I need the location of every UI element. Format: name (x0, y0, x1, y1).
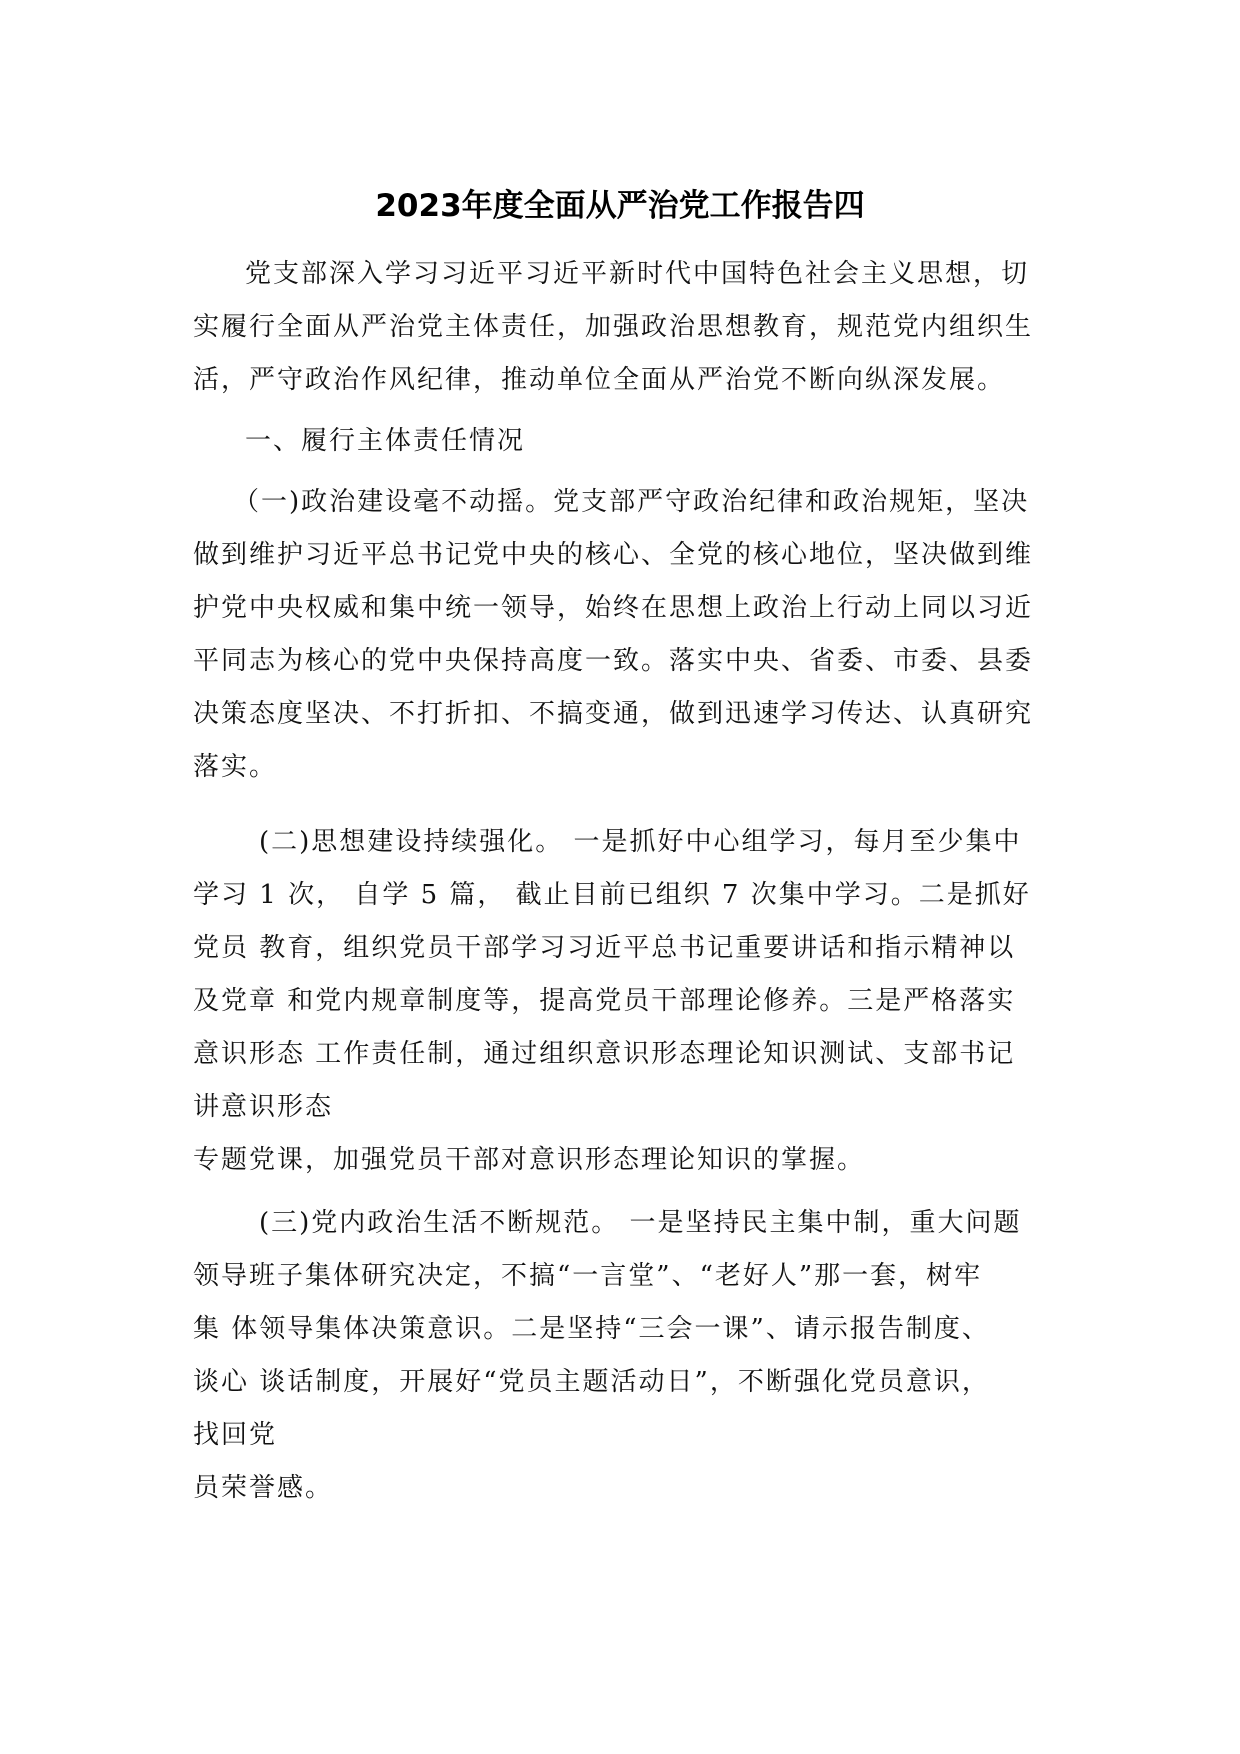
document-body (193, 248, 1053, 1515)
item-3-tail: 员荣誉感。 (193, 1473, 334, 1503)
item-2-line: 及党章 和党内规章制度等，提高党员干部理论修养。三是严格落实 (193, 986, 1016, 1016)
item-3-line: 找回党 (193, 1420, 278, 1450)
document-title: 2023年度全面从严治党工作报告四 (375, 188, 865, 224)
item-2-tail: 专题党课，加强党员干部对意识形态理论知识的掌握。 (193, 1145, 866, 1175)
item-2-line: (二)思想建设持续强化。 一是抓好中心组学习，每月至少集中 (259, 827, 1022, 857)
intro-paragraph: 党支部深入学习习近平习近平新时代中国特色社会主义思想，切实履行全面从严治党主体责任，加强政治思想教育，规范党内组织生活，严守政治作风纪律，推动单位全面从严治党不断向纵深发展。 (193, 259, 1034, 395)
item-3-line: 领导班子集体研究决定，不搞“一言堂”、“老好人”那一套，树牢 (193, 1261, 983, 1291)
item-2-line: 学习 1 次， 自学 5 篇， 截止目前已组织 7 次集中学习。二是抓好 (193, 880, 1031, 910)
item-2-paragraph (193, 816, 1053, 1187)
item-3-line: 谈心 谈话制度，开展好“党员主题活动日”，不断强化党员意识， (193, 1367, 990, 1397)
section-heading: 一、履行主体责任情况 (245, 426, 526, 456)
item-1-paragraph: （一)政治建设毫不动摇。党支部严守政治纪律和政治规矩，坚决做到维护习近平总书记党中央的核心、全党的核心地位，坚决做到维护党中央权威和集中统一领导，始终在思想上政治上行动上同以习近平同志为核心的党中央保持高度一致。落实中央、省委、市委、县委决策态度坚决、不打折扣、不搞变通，做到迅速学习传达、认真研究落实。 (193, 487, 1034, 782)
item-2-line: 意识形态 工作责任制，通过组织意识形态理论知识测试、支部书记 (193, 1039, 1016, 1069)
item-2-line: 党员 教育，组织党员干部学习习近平总书记重要讲话和指示精神以 (193, 933, 1016, 963)
item-3-line: (三)党内政治生活不断规范。 一是坚持民主集中制，重大问题 (259, 1208, 1022, 1238)
item-3-paragraph (193, 1197, 1053, 1515)
item-3-line: 集 体领导集体决策意识。二是坚持“三会一课”、请示报告制度、 (193, 1314, 990, 1344)
item-2-line: 讲意识形态 (193, 1092, 334, 1122)
